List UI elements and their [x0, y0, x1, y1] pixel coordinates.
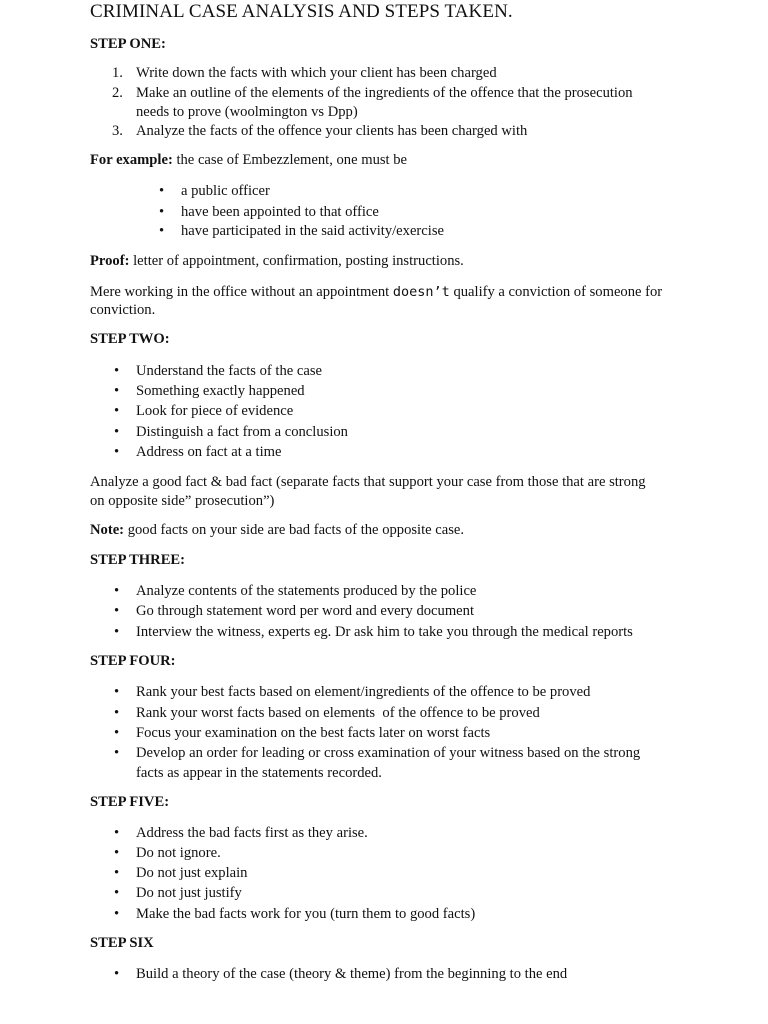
- list-item-text: Make an outline of the elements of the ingredients of the offence that the prosecution: [136, 85, 633, 101]
- list-item-text: Focus your examination on the best facts later on worst facts: [136, 725, 491, 741]
- example-label: For example:: [90, 152, 173, 168]
- note-text: good facts on your side are bad facts of the opposite case.: [124, 522, 465, 538]
- list-item-text: Address the bad facts first as they arise.: [136, 825, 368, 841]
- bullet-glyph: •: [159, 223, 165, 239]
- mere-working-paragraph-line2: conviction.: [90, 302, 156, 318]
- list-number: 1.: [112, 65, 123, 81]
- list-item-text: Analyze the facts of the offence your clients has been charged with: [136, 123, 528, 139]
- list-item-text: Do not just justify: [136, 885, 242, 901]
- bullet-glyph: •: [114, 363, 120, 379]
- analyze-paragraph-line1: Analyze a good fact & bad fact (separate facts that support your case from those that are strong: [90, 474, 646, 490]
- proof-paragraph: [90, 254, 464, 269]
- bullet-glyph: •: [114, 583, 120, 599]
- list-item-text: Rank your worst facts based on elements of the offence to be proved: [136, 705, 540, 721]
- step-one-heading: STEP ONE:: [90, 36, 166, 52]
- bullet-glyph: •: [114, 885, 120, 901]
- bullet-glyph: •: [159, 204, 165, 220]
- list-item-text: Analyze contents of the statements produced by the police: [136, 583, 477, 599]
- list-item-text: a public officer: [181, 183, 270, 199]
- bullet-glyph: •: [114, 825, 120, 841]
- list-item-text: Look for piece of evidence: [136, 403, 294, 419]
- paragraph-text: qualify a conviction of someone for: [449, 284, 663, 300]
- bullet-glyph: •: [114, 845, 120, 861]
- step-six-heading: STEP SIX: [90, 935, 154, 951]
- bullet-glyph: •: [114, 424, 120, 440]
- bullet-glyph: •: [114, 865, 120, 881]
- mere-working-paragraph-line1: [90, 285, 662, 300]
- list-item-text: Distinguish a fact from a conclusion: [136, 424, 348, 440]
- bullet-glyph: •: [159, 183, 165, 199]
- paragraph-text: Mere working in the office without an appointment: [90, 284, 393, 300]
- proof-label: Proof:: [90, 253, 130, 269]
- step-five-heading: STEP FIVE:: [90, 794, 170, 810]
- list-item-text: Rank your best facts based on element/ingredients of the offence to be proved: [136, 684, 591, 700]
- step-four-heading: STEP FOUR:: [90, 653, 176, 669]
- list-item-text: have been appointed to that office: [181, 204, 379, 220]
- example-paragraph: [90, 153, 407, 168]
- note-paragraph: [90, 523, 464, 538]
- list-item-text-cont: facts as appear in the statements recorded.: [136, 765, 382, 781]
- list-item-text: have participated in the said activity/exercise: [181, 223, 444, 239]
- list-item-text: Develop an order for leading or cross examination of your witness based on the strong: [136, 745, 641, 761]
- bullet-glyph: •: [114, 383, 120, 399]
- list-item-text: Do not just explain: [136, 865, 248, 881]
- example-text: the case of Embezzlement, one must be: [172, 152, 408, 168]
- bullet-glyph: •: [114, 624, 120, 640]
- bullet-glyph: •: [114, 403, 120, 419]
- list-item-text: Go through statement word per word and every document: [136, 603, 474, 619]
- note-label: Note:: [90, 522, 125, 538]
- bullet-glyph: •: [114, 444, 120, 460]
- list-number: 3.: [112, 123, 123, 139]
- analyze-paragraph-line2: on opposite side” prosecution”): [90, 493, 275, 509]
- bullet-glyph: •: [114, 745, 120, 761]
- step-two-heading: STEP TWO:: [90, 331, 170, 347]
- list-item-text: Something exactly happened: [136, 383, 305, 399]
- proof-text: letter of appointment, confirmation, posting instructions.: [129, 253, 464, 269]
- bullet-glyph: •: [114, 966, 120, 982]
- document-title: CRIMINAL CASE ANALYSIS AND STEPS TAKEN.: [90, 1, 513, 22]
- list-item-text: Interview the witness, experts eg. Dr ask him to take you through the medical reports: [136, 624, 633, 640]
- bullet-glyph: •: [114, 603, 120, 619]
- list-item-text: Make the bad facts work for you (turn them to good facts): [136, 906, 476, 922]
- paragraph-text-mono: doesn’t: [392, 284, 450, 300]
- bullet-glyph: •: [114, 684, 120, 700]
- list-item-text: Understand the facts of the case: [136, 363, 322, 379]
- bullet-glyph: •: [114, 906, 120, 922]
- list-item-text: Build a theory of the case (theory & theme) from the beginning to the end: [136, 966, 568, 982]
- list-item-text: Write down the facts with which your client has been charged: [136, 65, 497, 81]
- bullet-glyph: •: [114, 725, 120, 741]
- bullet-glyph: •: [114, 705, 120, 721]
- list-item-text: Do not ignore.: [136, 845, 221, 861]
- list-item-text-cont: needs to prove (woolmington vs Dpp): [136, 104, 358, 120]
- step-three-heading: STEP THREE:: [90, 552, 186, 568]
- list-number: 2.: [112, 85, 123, 101]
- list-item-text: Address on fact at a time: [136, 444, 282, 460]
